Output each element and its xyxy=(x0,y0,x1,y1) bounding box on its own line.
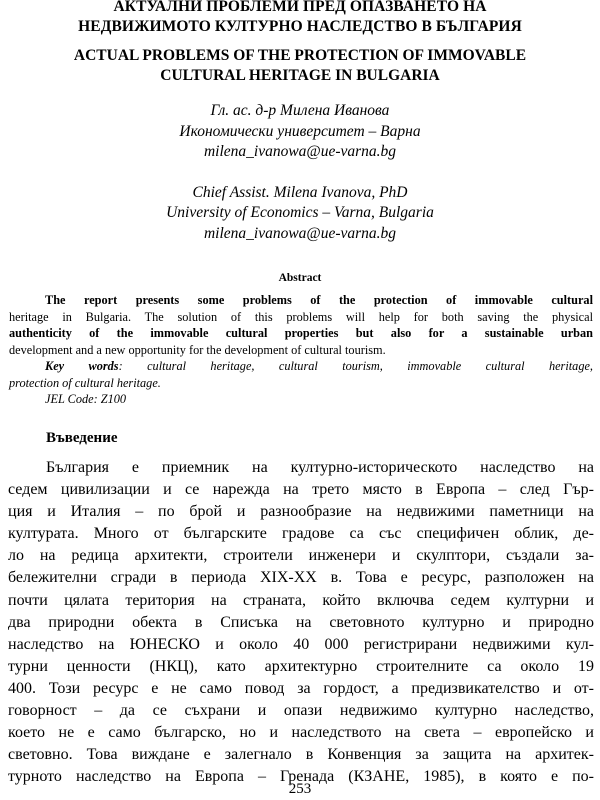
body-line: ло на редица архитекти, строители инженери и скулптори, създали за- xyxy=(8,547,594,565)
author-block xyxy=(0,101,600,244)
title-english xyxy=(22,46,578,86)
author-affiliation-en: University of Economics – Varna, Bulgaria xyxy=(166,204,434,221)
body-line: световно. Това виждане е залегнало в Конвенция за защита на архитек- xyxy=(8,746,594,764)
keywords-line xyxy=(9,358,593,375)
keywords-label: Key words xyxy=(45,359,119,373)
body-line: което не е само българско, но и наследството на света – европейско и xyxy=(8,724,594,742)
author-email-en: milena_ivanowa@ue-varna.bg xyxy=(203,224,397,242)
abstract-line: authenticity of the immovable cultural properties but also for a sustainable urban xyxy=(9,326,593,340)
title-english-line: CULTURAL HERITAGE IN BULGARIA xyxy=(160,67,440,84)
body-line: турни ценности (НКЦ), като архитектурно строителните са около 19 xyxy=(8,657,594,675)
body-line: седем цивилизации и се нарежда на трето място в Европа – след Гър- xyxy=(8,481,594,499)
title-bulgarian xyxy=(22,0,578,37)
body-line: бележителни сгради в периода XIX-XX в. Това е ресурс, разположен на xyxy=(8,569,594,587)
body-line: културата. Много от българските градове са със специфичен облик, де- xyxy=(8,525,594,543)
abstract-text xyxy=(9,292,593,408)
title-bulgarian-line: НЕДВИЖИМОТО КУЛТУРНО НАСЛЕДСТВО В БЪЛГАРИЯ xyxy=(78,18,522,35)
body-line: два природни обекта в Списъка на световното културно и природно xyxy=(8,613,594,631)
keywords-text: : cultural heritage, cultural tourism, immovable cultural heritage, xyxy=(118,359,593,373)
title-bulgarian-line: АКТУАЛНИ ПРОБЛЕМИ ПРЕД ОПАЗВАНЕТО НА xyxy=(113,0,487,15)
keywords-line-2: protection of cultural heritage. xyxy=(9,375,161,390)
body-line: почти цялата територия на страната, който включва седем културни и xyxy=(8,591,594,609)
body-line: ция и Италия – по брой и разнообразие на недвижими паметници на xyxy=(8,503,594,521)
author-email-bg: milena_ivanowa@ue-varna.bg xyxy=(203,143,397,160)
body-line: турното наследство на Европа – Гренада (КЗАНЕ, 1985), в която е по- xyxy=(8,768,594,786)
section-heading-introduction: Въведение xyxy=(46,430,118,446)
abstract-line: The report presents some problems of the protection of immovable cultural xyxy=(45,293,593,307)
body-paragraph xyxy=(8,457,594,788)
author-name-bg: Гл. ас. д-р Милена Иванова xyxy=(210,102,390,119)
abstract-heading: Abstract xyxy=(278,272,322,284)
title-english-line: ACTUAL PROBLEMS OF THE PROTECTION OF IMMOVABLE xyxy=(73,47,527,64)
body-line: говорност – да се съхрани и опази недвижимо културно наследство, xyxy=(8,702,594,720)
body-line: България е приемник на културно-историческото наследство на xyxy=(46,459,594,476)
page-number: 253 xyxy=(288,781,312,797)
body-line: 400. Този ресурс е не само повод за гордост, а предизвикателство и от- xyxy=(8,679,594,697)
author-affiliation-bg: Икономически университет – Варна xyxy=(179,122,421,140)
body-line: наследство на ЮНЕСКО и около 40 000 регистрирани недвижими кул- xyxy=(8,635,594,653)
jel-code: JEL Code: Z100 xyxy=(45,392,127,406)
author-name-en: Chief Assist. Milena Ivanova, PhD xyxy=(192,183,408,201)
abstract-line: development and a new opportunity for the development of cultural tourism. xyxy=(9,342,386,357)
abstract-line: heritage in Bulgaria. The solution of this problems will help for both saving the physical xyxy=(9,309,593,324)
